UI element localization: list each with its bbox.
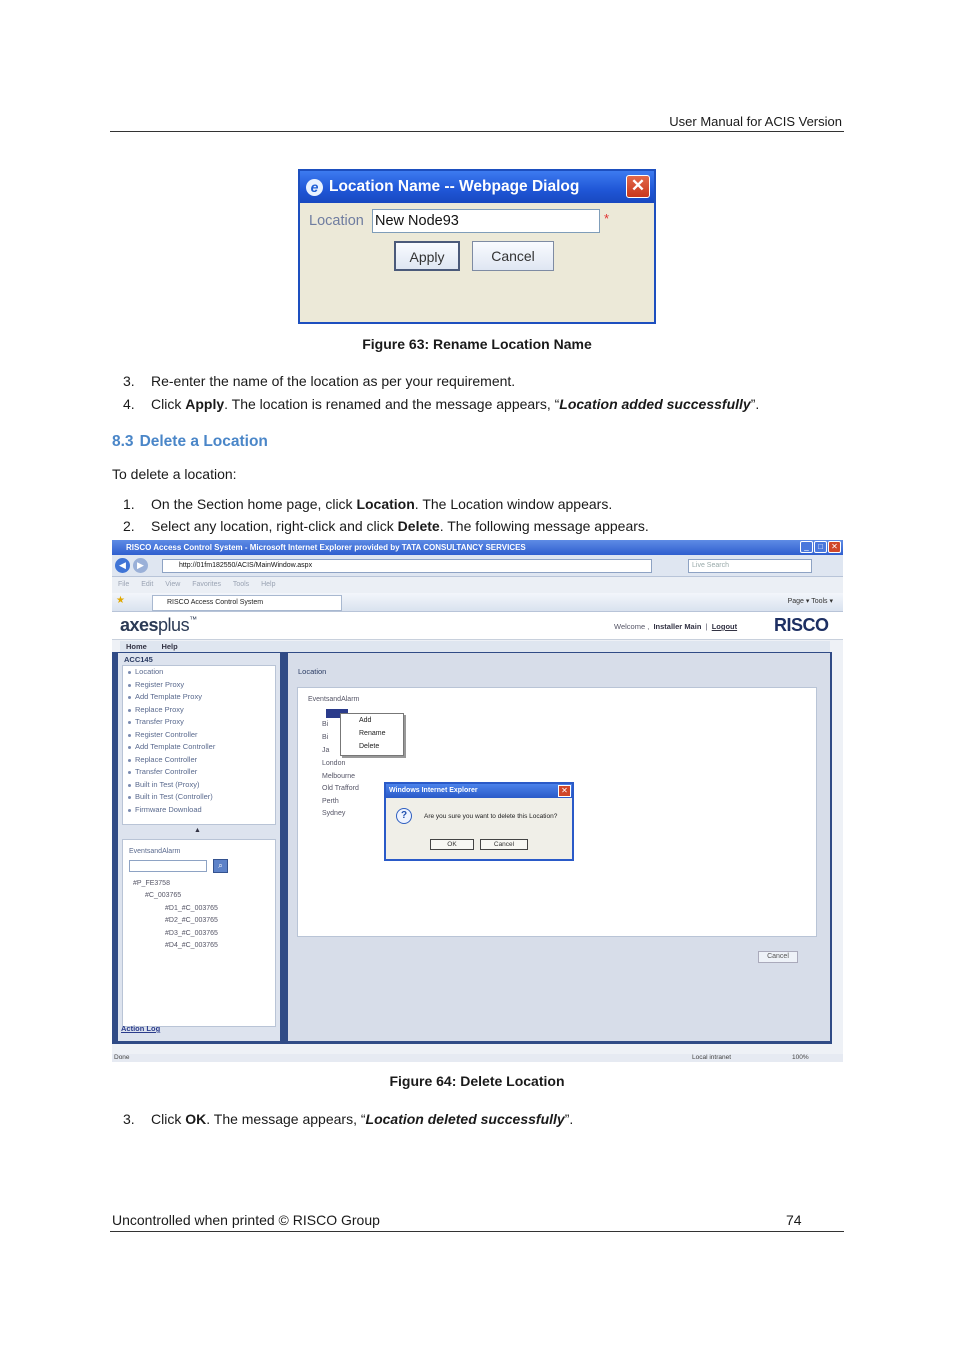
step-4-apply: 4. Click Apply. The location is renamed and the message appears, “Location added successfully”. bbox=[123, 396, 760, 412]
dialog-title-bar bbox=[300, 171, 654, 203]
device-tree bbox=[122, 839, 276, 1027]
confirm-message: Are you sure you want to delete this Location? bbox=[424, 813, 558, 820]
rename-location-dialog bbox=[298, 169, 656, 324]
app-nav bbox=[120, 641, 830, 652]
close-icon[interactable]: ✕ bbox=[626, 175, 650, 198]
left-item-register-controller[interactable]: Register Controller bbox=[123, 729, 275, 742]
left-menu bbox=[122, 665, 276, 825]
context-menu bbox=[340, 713, 404, 756]
required-mark: * bbox=[604, 211, 610, 226]
close-icon[interactable]: ✕ bbox=[558, 785, 571, 797]
page-tools-menu[interactable]: Page ▾ Tools ▾ bbox=[787, 598, 833, 605]
dialog-title: Location Name -- Webpage Dialog bbox=[329, 178, 580, 195]
tree-node[interactable]: #P_FE3758 bbox=[133, 880, 170, 887]
context-rename[interactable]: Rename bbox=[359, 730, 386, 737]
zone-text: Local intranet bbox=[692, 1054, 732, 1061]
search-icon[interactable]: ⌕ bbox=[213, 859, 228, 873]
question-icon: ? bbox=[396, 808, 412, 824]
zoom-level[interactable]: 100% bbox=[792, 1054, 809, 1061]
figure-63-caption: Figure 63: Rename Location Name bbox=[362, 336, 592, 352]
left-panel bbox=[118, 653, 280, 1041]
tree-node[interactable]: #D1_#C_003765 bbox=[165, 905, 218, 912]
left-item-replace-controller[interactable]: Replace Controller bbox=[123, 754, 275, 767]
location-label: Location bbox=[309, 213, 364, 229]
footer-rule bbox=[110, 1231, 844, 1232]
section-heading: 8.3 Delete a Location bbox=[112, 433, 268, 450]
left-item-transfer-proxy[interactable]: Transfer Proxy bbox=[123, 716, 275, 729]
back-icon[interactable]: ◀ bbox=[115, 558, 130, 573]
apply-button[interactable]: Apply bbox=[394, 241, 460, 271]
tree-title: EventsandAlarm bbox=[129, 848, 181, 855]
location-node[interactable]: Bi bbox=[322, 734, 329, 741]
confirm-title: Windows Internet Explorer bbox=[386, 784, 572, 798]
address-bar bbox=[112, 555, 843, 577]
tree-node[interactable]: #D2_#C_003765 bbox=[165, 917, 218, 924]
nav-home[interactable]: Home bbox=[126, 642, 147, 651]
tree-search-input[interactable] bbox=[129, 860, 207, 872]
top-links: Welcome , Installer Main | Logout bbox=[614, 622, 738, 631]
location-name-input[interactable] bbox=[372, 209, 600, 233]
location-cancel-button[interactable]: Cancel bbox=[758, 951, 798, 963]
left-item-bit-controller[interactable]: Built in Test (Controller) bbox=[123, 791, 275, 804]
page-number: 74 bbox=[786, 1212, 802, 1228]
risco-logo: RISCO bbox=[774, 615, 829, 635]
delete-confirm-dialog bbox=[384, 782, 574, 861]
running-header: User Manual for ACIS Version bbox=[669, 114, 842, 129]
step-3-reenter: 3. Re-enter the name of the location as per your requirement. bbox=[123, 373, 516, 389]
status-text: Done bbox=[114, 1054, 130, 1061]
minimize-icon[interactable]: _ bbox=[800, 541, 813, 553]
app-header bbox=[112, 612, 843, 640]
forward-icon[interactable]: ▶ bbox=[133, 558, 148, 573]
action-log-link[interactable]: Action Log bbox=[121, 1024, 161, 1033]
tree-node[interactable]: #D4_#C_003765 bbox=[165, 942, 218, 949]
tree-node[interactable]: #C_003765 bbox=[145, 892, 182, 899]
axesplus-logo: axesplus™ bbox=[120, 615, 197, 635]
location-node[interactable]: Sydney bbox=[322, 810, 346, 817]
left-item-firmware-download[interactable]: Firmware Download bbox=[123, 804, 275, 817]
context-add[interactable]: Add bbox=[359, 717, 372, 724]
favorites-bar bbox=[112, 593, 843, 612]
favorites-star-icon[interactable]: ★ bbox=[116, 595, 125, 606]
close-icon[interactable]: ✕ bbox=[828, 541, 841, 553]
location-node[interactable]: Ja bbox=[322, 747, 330, 754]
left-item-add-template-proxy[interactable]: Add Template Proxy bbox=[123, 691, 275, 704]
left-item-add-template-controller[interactable]: Add Template Controller bbox=[123, 741, 275, 754]
left-item-bit-proxy[interactable]: Built in Test (Proxy) bbox=[123, 779, 275, 792]
location-node[interactable]: London bbox=[322, 760, 346, 767]
browser-tab[interactable]: RISCO Access Control System bbox=[152, 595, 342, 611]
browser-menu: File Edit View Favorites Tools Help bbox=[112, 577, 843, 593]
maximize-icon[interactable]: □ bbox=[814, 541, 827, 553]
cancel-button[interactable]: Cancel bbox=[472, 241, 554, 271]
location-root[interactable]: EventsandAlarm bbox=[308, 696, 360, 703]
status-bar bbox=[112, 1054, 843, 1062]
location-panel-title: Location bbox=[298, 667, 327, 676]
footer-copyright: Uncontrolled when printed © RISCO Group bbox=[112, 1212, 380, 1228]
delete-location-screenshot bbox=[112, 540, 843, 1062]
ok-button[interactable]: OK bbox=[430, 839, 474, 850]
search-input[interactable]: Live Search bbox=[688, 559, 812, 573]
left-item-replace-proxy[interactable]: Replace Proxy bbox=[123, 704, 275, 717]
intro-text: To delete a location: bbox=[112, 466, 237, 482]
step-2-delete: 2. Select any location, right-click and click Delete. The following message appears. bbox=[123, 518, 649, 534]
figure-64-caption: Figure 64: Delete Location bbox=[389, 1073, 565, 1089]
installer-main-link[interactable]: Installer Main bbox=[653, 622, 702, 631]
header-rule bbox=[110, 131, 844, 132]
logout-link[interactable]: Logout bbox=[711, 622, 738, 631]
location-node[interactable]: Perth bbox=[322, 798, 339, 805]
ie-logo-icon: e bbox=[306, 179, 323, 196]
left-item-transfer-controller[interactable]: Transfer Controller bbox=[123, 766, 275, 779]
step-3-click-ok: 3. Click OK. The message appears, “Location deleted successfully”. bbox=[123, 1111, 574, 1127]
step-1-click-location: 1. On the Section home page, click Location. The Location window appears. bbox=[123, 496, 613, 512]
left-item-location[interactable]: Location bbox=[123, 666, 275, 679]
collapse-up-icon[interactable]: ▲ bbox=[194, 827, 201, 834]
address-input[interactable]: http://01fm182550/ACIS/MainWindow.aspx bbox=[162, 559, 652, 573]
location-node[interactable]: Old Trafford bbox=[322, 785, 359, 792]
left-item-register-proxy[interactable]: Register Proxy bbox=[123, 679, 275, 692]
context-delete[interactable]: Delete bbox=[359, 743, 380, 750]
browser-title: RISCO Access Control System - Microsoft Internet Explorer provided by TATA CONSULTANCY SERVICES bbox=[112, 540, 843, 555]
location-node[interactable]: Melbourne bbox=[322, 773, 356, 780]
location-node[interactable]: Bi bbox=[322, 721, 329, 728]
left-panel-title: ACC145 bbox=[124, 655, 153, 664]
tree-node[interactable]: #D3_#C_003765 bbox=[165, 930, 218, 937]
nav-help[interactable]: Help bbox=[161, 642, 178, 651]
confirm-cancel-button[interactable]: Cancel bbox=[480, 839, 528, 850]
